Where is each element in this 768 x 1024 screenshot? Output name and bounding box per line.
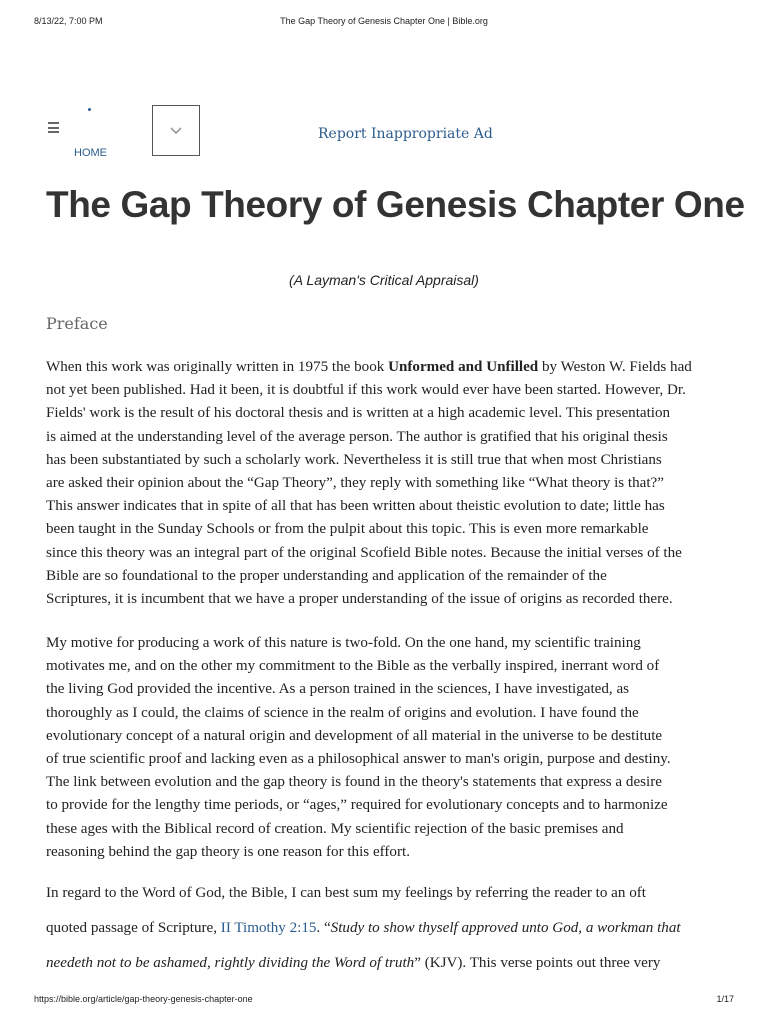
paragraph-line: been taught in the Sunday Schools or from the pulpit about this topic. This is even more remarkable <box>46 521 649 538</box>
scripture-quote: needeth not to be ashamed, rightly dividing the Word of truth <box>46 955 415 971</box>
article-subtitle: (A Layman's Critical Appraisal) <box>289 272 479 288</box>
paragraph-line: of true scientific proof and lacking even as a philosophical answer to man's origin, purpose and destiny. <box>46 750 671 767</box>
paragraph-line: reasoning behind the gap theory is one reason for this effort. <box>46 843 410 860</box>
paragraph-line: these ages with the Biblical record of creation. My scientific rejection of the basic premises and <box>46 820 624 837</box>
paragraph-line: The link between evolution and the gap theory is found in the theory's statements that express a desire <box>46 774 662 791</box>
print-page-number: 1/17 <box>716 994 734 1004</box>
paragraph-line: When this work was originally written in 1975 the book Unformed and Unfilled by Weston W. Fields had <box>46 359 692 375</box>
home-link[interactable]: HOME <box>74 147 107 159</box>
paragraph-line: In regard to the Word of God, the Bible, I can best sum my feelings by referring the reader to an oft <box>46 885 646 901</box>
scripture-link[interactable]: II Timothy 2:15 <box>220 920 317 936</box>
paragraph-line: thoroughly as I could, the claims of science in the realm of origins and evolution. I have found the <box>46 704 639 721</box>
paragraph-line: are asked their opinion about the “Gap Theory”, they reply with something like “What theory is that?” <box>46 474 664 491</box>
paragraph-line: not yet been published. Had it been, it is doubtful if this work would ever have been started. However, Dr. <box>46 382 686 399</box>
paragraph-line: evolutionary concept of a natural origin and development of all material in the universe to be destitute <box>46 727 663 744</box>
chevron-down-icon <box>170 127 182 135</box>
paragraph-line: to provide for the lengthy time periods, or “ages,” required for evolutionary concepts and to harmonize <box>46 797 668 814</box>
paragraph-line: motivates me, and on the other my commitment to the Bible as the verbally inspired, inerrant word of <box>46 658 660 675</box>
paragraph-line: needeth not to be ashamed, rightly dividing the Word of truth” (KJV). This verse points out three very <box>46 955 661 971</box>
print-datetime: 8/13/22, 7:00 PM <box>34 16 103 26</box>
paragraph-line: has been substantiated by such a scholarly work. Nevertheless it is still true that when most Christians <box>46 451 662 468</box>
section-heading-preface: Preface <box>46 314 108 333</box>
print-page-title: The Gap Theory of Genesis Chapter One | Bible.org <box>280 16 488 26</box>
print-url: https://bible.org/article/gap-theory-genesis-chapter-one <box>34 994 253 1004</box>
paragraph-line: Fields' work is the result of his doctoral thesis and is written at a high academic level. This presentation <box>46 405 671 422</box>
dropdown-button[interactable] <box>152 105 200 156</box>
paragraph-2 <box>46 632 731 864</box>
hamburger-menu-icon[interactable] <box>48 122 59 133</box>
paragraph-line: quoted passage of Scripture, II Timothy 2:15. “Study to show thyself approved unto God, a workman that <box>46 920 681 936</box>
paragraph-line: Scriptures, it is incumbent that we have a proper understanding of the issue of origins as recorded there. <box>46 590 673 607</box>
report-ad-link[interactable]: Report Inappropriate Ad <box>318 126 493 142</box>
paragraph-1 <box>46 356 731 611</box>
book-title: Unformed and Unfilled <box>388 359 539 375</box>
site-logo[interactable] <box>88 108 92 112</box>
paragraph-line: This answer indicates that in spite of all that has been written about theistic evolution to date; little has <box>46 498 665 515</box>
page-title: The Gap Theory of Genesis Chapter One <box>46 184 745 225</box>
paragraph-3 <box>46 882 731 987</box>
scripture-quote: Study to show thyself approved unto God, a workman that <box>330 920 681 936</box>
paragraph-line: the living God provided the incentive. As a person trained in the sciences, I have investigated, as <box>46 681 630 698</box>
paragraph-line: My motive for producing a work of this nature is two-fold. On the one hand, my scientific training <box>46 635 641 651</box>
paragraph-line: Bible are so foundational to the proper understanding and application of the remainder of the <box>46 567 607 584</box>
paragraph-line: is aimed at the understanding level of the average person. The author is gratified that his original thesis <box>46 428 668 445</box>
paragraph-line: since this theory was an integral part of the original Scofield Bible notes. Because the initial verses of the <box>46 544 682 561</box>
